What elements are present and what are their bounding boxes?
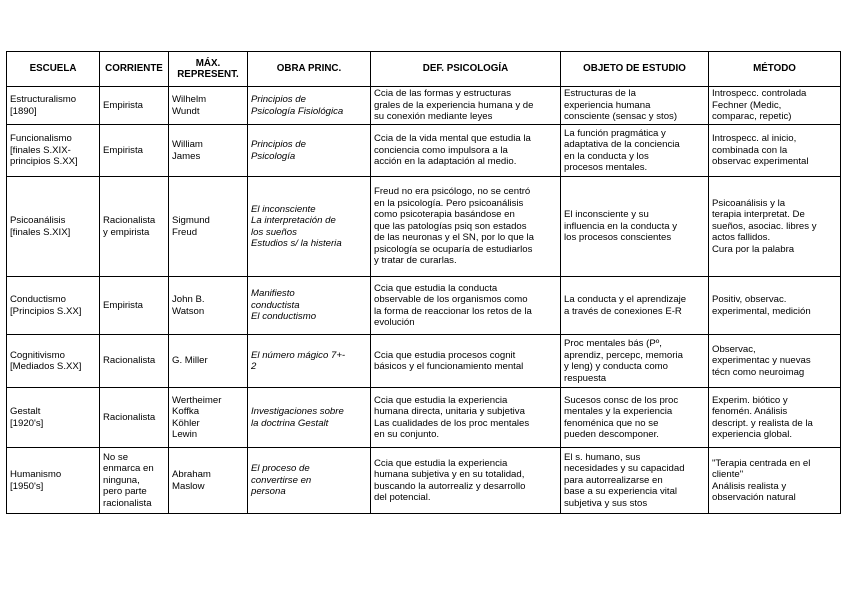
cell-line: experiencia humana — [564, 99, 651, 111]
cell-line: psicología se ocuparía de estudiarlos — [374, 243, 533, 255]
cell-line: Freud no era psicólogo, no se centró — [374, 186, 531, 198]
cell-obra — [248, 87, 371, 125]
cell-line: Fechner (Medic, — [712, 99, 782, 111]
cell-line: Ccia que estudia la experiencia — [374, 457, 508, 469]
cell-line: los procesos conscientes — [564, 232, 672, 244]
cell-line: influencia en la conducta y — [564, 220, 678, 232]
table-row — [7, 177, 841, 277]
table-row — [7, 87, 841, 125]
cell-definicion — [371, 335, 561, 388]
cell-obra — [248, 388, 371, 448]
cell-line: El s. humano, sus — [564, 451, 641, 463]
cell-line: buscando la autorrealiz y desarrollo — [374, 480, 526, 492]
cell-line: procesos mentales. — [564, 162, 648, 173]
cell-line: Wundt — [172, 105, 200, 117]
cell-line: Watson — [172, 305, 205, 317]
table-row — [7, 125, 841, 177]
cell-line: enmarca en — [103, 463, 154, 475]
cell-definicion — [371, 177, 561, 277]
cell-line: a través de conexiones E-R — [564, 305, 682, 317]
cell-objeto — [561, 87, 709, 125]
cell-line: Humanismo — [10, 469, 62, 480]
cell-line: de las neuronas y el SN, por lo que la — [374, 232, 534, 244]
cell-line: 2 — [251, 361, 257, 372]
cell-escuela — [7, 125, 100, 177]
cell-line: Proc mentales bás (Pº, — [564, 338, 662, 349]
cell-line: racionalista — [103, 497, 152, 509]
cell-line: Positiv, observac. — [712, 294, 787, 305]
cell-line: y tratar de curarlas. — [374, 255, 457, 267]
cell-line: cliente" — [712, 469, 744, 480]
cell-metodo — [709, 177, 841, 277]
cell-line: Funcionalismo — [10, 133, 72, 145]
cell-line: básicos y el funcionamiento mental — [374, 361, 524, 372]
cell-corriente — [100, 277, 169, 335]
cell-line: conductista — [251, 299, 300, 311]
cell-line: James — [172, 150, 201, 162]
cell-escuela — [7, 87, 100, 125]
cell-definicion — [371, 448, 561, 514]
cell-line: William — [172, 139, 203, 150]
cell-line: Manifiesto — [251, 288, 295, 300]
cell-line: Introspecc. controlada — [712, 88, 807, 100]
cell-corriente — [100, 388, 169, 448]
table-row — [7, 335, 841, 388]
cell-line: Introspecc. al inicio, — [712, 133, 797, 145]
header-definicion: DEF. PSICOLOGÍA — [371, 52, 561, 87]
cell-represent — [169, 177, 248, 277]
cell-line: Conductismo — [10, 294, 66, 305]
cell-line: sueños, asociac. libres y — [712, 220, 817, 232]
cell-line: en la psicología. Pero psicoanálisis — [374, 197, 524, 209]
cell-line: La interpretación de — [251, 215, 336, 226]
cell-line: comparac, repetic) — [712, 111, 792, 123]
table-row — [7, 277, 841, 335]
cell-line: persona — [251, 486, 286, 498]
cell-line: [1890] — [10, 105, 37, 117]
cell-line: El inconsciente — [251, 203, 316, 215]
cell-line: respuesta — [564, 372, 607, 384]
cell-objeto — [561, 277, 709, 335]
cell-line: combinada con la — [712, 144, 788, 156]
cell-represent — [169, 277, 248, 335]
cell-line: mentales y la experiencia — [564, 406, 673, 417]
cell-metodo — [709, 448, 841, 514]
cell-line: convertirse en — [251, 474, 312, 486]
cell-objeto — [561, 388, 709, 448]
cell-obra — [248, 448, 371, 514]
cell-line: que las patologías psiq son estados — [374, 220, 527, 232]
cell-line: Experim. biótico y — [712, 394, 788, 406]
cell-line: La función pragmática y — [564, 127, 666, 139]
cell-line: Cura por la palabra — [712, 243, 795, 255]
cell-line: experiencia global. — [712, 429, 793, 440]
cell-line: Racionalista — [103, 411, 156, 423]
cell-represent — [169, 87, 248, 125]
cell-line: la forma de reaccionar los retos de la — [374, 305, 532, 317]
cell-line: aprendiz, percepc, memoria — [564, 349, 683, 361]
cell-line: en la conducta y los — [564, 150, 649, 162]
cell-line: Estructuras de la — [564, 88, 636, 100]
cell-line: Cognitivismo — [10, 349, 65, 361]
cell-line: Abraham — [172, 469, 211, 480]
cell-line: Ccia de las formas y estructuras — [374, 88, 512, 100]
cell-line: observac experimental — [712, 156, 809, 168]
cell-line: para autorrealizarse en — [564, 474, 663, 486]
cell-line: Ccia que estudia la conducta — [374, 282, 498, 294]
cell-obra — [248, 125, 371, 177]
cell-objeto — [561, 448, 709, 514]
cell-line: Köhler — [172, 417, 200, 429]
cell-line: Racionalista — [103, 215, 156, 226]
cell-line: en su conjunto. — [374, 429, 440, 440]
cell-line: Gestalt — [10, 406, 41, 417]
cell-line: como psicoterapia basándose en — [374, 209, 515, 221]
cell-line: base a su experiencia vital — [564, 486, 678, 498]
cell-escuela — [7, 177, 100, 277]
cell-escuela — [7, 388, 100, 448]
cell-line: Observac, — [712, 343, 756, 355]
cell-metodo — [709, 335, 841, 388]
cell-definicion — [371, 125, 561, 177]
cell-definicion — [371, 388, 561, 448]
cell-line: técn como neuroimag — [712, 366, 805, 378]
cell-line: Ccia de la vida mental que estudia la — [374, 133, 531, 145]
cell-corriente — [100, 87, 169, 125]
header-row — [7, 52, 841, 87]
header-objeto: OBJETO DE ESTUDIO — [561, 52, 709, 87]
cell-metodo — [709, 87, 841, 125]
header-obra: OBRA PRINC. — [248, 52, 371, 87]
cell-line: Empirista — [103, 299, 143, 311]
cell-escuela — [7, 335, 100, 388]
cell-line: Estructuralismo — [10, 94, 77, 105]
cell-line: G. Miller — [172, 355, 208, 367]
header-escuela: ESCUELA — [7, 52, 100, 87]
cell-line: [Mediados S.XX] — [10, 361, 82, 372]
cell-line: [1920's] — [10, 417, 44, 429]
cell-line: descript. y realista de la — [712, 417, 813, 429]
cell-line: principios S.XX] — [10, 156, 78, 168]
cell-line: observación natural — [712, 492, 796, 503]
header-corriente: CORRIENTE — [100, 52, 169, 87]
cell-line: [1950's] — [10, 480, 44, 492]
cell-line: consciente (sensac y stos) — [564, 111, 678, 123]
cell-line: El proceso de — [251, 463, 310, 475]
cell-corriente — [100, 448, 169, 514]
cell-metodo — [709, 125, 841, 177]
cell-line: Empirista — [103, 144, 143, 156]
cell-corriente — [100, 335, 169, 388]
cell-line: terapia interpretat. De — [712, 209, 805, 221]
table-body — [7, 87, 841, 514]
cell-line: del potencial. — [374, 492, 431, 503]
cell-represent — [169, 125, 248, 177]
cell-line: Psicoanálisis y la — [712, 197, 786, 209]
cell-line: y leng) y conducta como — [564, 361, 668, 372]
cell-represent — [169, 448, 248, 514]
cell-line: Koffka — [172, 406, 200, 417]
cell-line: Psicología — [251, 150, 296, 162]
cell-line: pero parte — [103, 486, 147, 498]
cell-line: [finales S.XIX- — [10, 144, 71, 156]
cell-line: John B. — [172, 294, 205, 305]
cell-line: El conductismo — [251, 311, 317, 323]
cell-represent — [169, 388, 248, 448]
cell-line: Principios de — [251, 94, 306, 105]
cell-line: No se — [103, 451, 129, 463]
cell-definicion — [371, 87, 561, 125]
cell-line: y empirista — [103, 226, 150, 238]
cell-line: Psicología Fisiológica — [251, 105, 344, 117]
cell-line: los sueños — [251, 226, 297, 238]
cell-line: Análisis realista y — [712, 480, 787, 492]
cell-line: Lewin — [172, 429, 198, 440]
cell-line: Wilhelm — [172, 94, 207, 105]
cell-line: experimental, medición — [712, 305, 811, 317]
cell-line: El número mágico 7+- — [251, 349, 346, 361]
cell-line: experimentac y nuevas — [712, 355, 811, 367]
cell-line: Principios de — [251, 139, 306, 150]
psychology-schools-table — [6, 51, 841, 514]
cell-line: acción en la adaptación al medio. — [374, 156, 517, 168]
cell-line: Estudios s/ la histeria — [251, 238, 342, 249]
cell-line: Freud — [172, 226, 198, 238]
cell-line: Racionalista — [103, 355, 156, 367]
cell-line: La conducta y el aprendizaje — [564, 294, 687, 305]
cell-objeto — [561, 125, 709, 177]
cell-line: fenoménica que no se — [564, 417, 659, 429]
table-row — [7, 388, 841, 448]
cell-objeto — [561, 177, 709, 277]
cell-line: Maslow — [172, 480, 205, 492]
table-row — [7, 448, 841, 514]
cell-escuela — [7, 448, 100, 514]
cell-line: [finales S.XIX] — [10, 226, 71, 238]
cell-line: adaptativa de la conciencia — [564, 139, 680, 150]
cell-obra — [248, 177, 371, 277]
cell-line: Sigmund — [172, 215, 210, 226]
cell-line: Ccia que estudia la experiencia — [374, 394, 508, 406]
cell-line: pueden descomponer. — [564, 429, 659, 440]
cell-represent — [169, 335, 248, 388]
cell-escuela — [7, 277, 100, 335]
cell-line: Las cualidades de los proc mentales — [374, 417, 530, 429]
cell-line: ninguna, — [103, 474, 140, 486]
cell-line: Psicoanálisis — [10, 215, 66, 226]
cell-line: observable de los organismos como — [374, 294, 528, 305]
cell-line: actos fallidos. — [712, 232, 771, 244]
cell-line: grales de la experiencia humana y de — [374, 99, 534, 111]
cell-line: Investigaciones sobre — [251, 406, 344, 417]
cell-metodo — [709, 388, 841, 448]
cell-line: Ccia que estudia procesos cognit — [374, 349, 516, 361]
cell-line: subjetiva y sus stos — [564, 497, 648, 509]
cell-corriente — [100, 125, 169, 177]
cell-line: la doctrina Gestalt — [251, 417, 329, 429]
cell-line: evolución — [374, 317, 415, 328]
header-metodo: MÉTODO — [709, 52, 841, 87]
cell-line: [Principios S.XX] — [10, 305, 82, 317]
cell-line: Wertheimer — [172, 394, 222, 406]
cell-line: su conexión mediante leyes — [374, 111, 493, 123]
cell-line: conciencia como impulsora a la — [374, 144, 508, 156]
cell-definicion — [371, 277, 561, 335]
cell-obra — [248, 277, 371, 335]
cell-line: Empirista — [103, 99, 143, 111]
cell-line: "Terapia centrada en el — [712, 457, 811, 469]
cell-line: humana directa, unitaria y subjetiva — [374, 406, 525, 417]
cell-line: El inconsciente y su — [564, 209, 649, 221]
cell-line: fenomén. Análisis — [712, 406, 788, 417]
cell-obra — [248, 335, 371, 388]
cell-line: humana subjetiva y en su totalidad, — [374, 469, 525, 480]
cell-corriente — [100, 177, 169, 277]
cell-line: Sucesos consc de los proc — [564, 394, 679, 406]
cell-metodo — [709, 277, 841, 335]
cell-line: necesidades y su capacidad — [564, 463, 685, 475]
header-represent: MÁX. REPRESENT. — [169, 52, 248, 87]
cell-objeto — [561, 335, 709, 388]
